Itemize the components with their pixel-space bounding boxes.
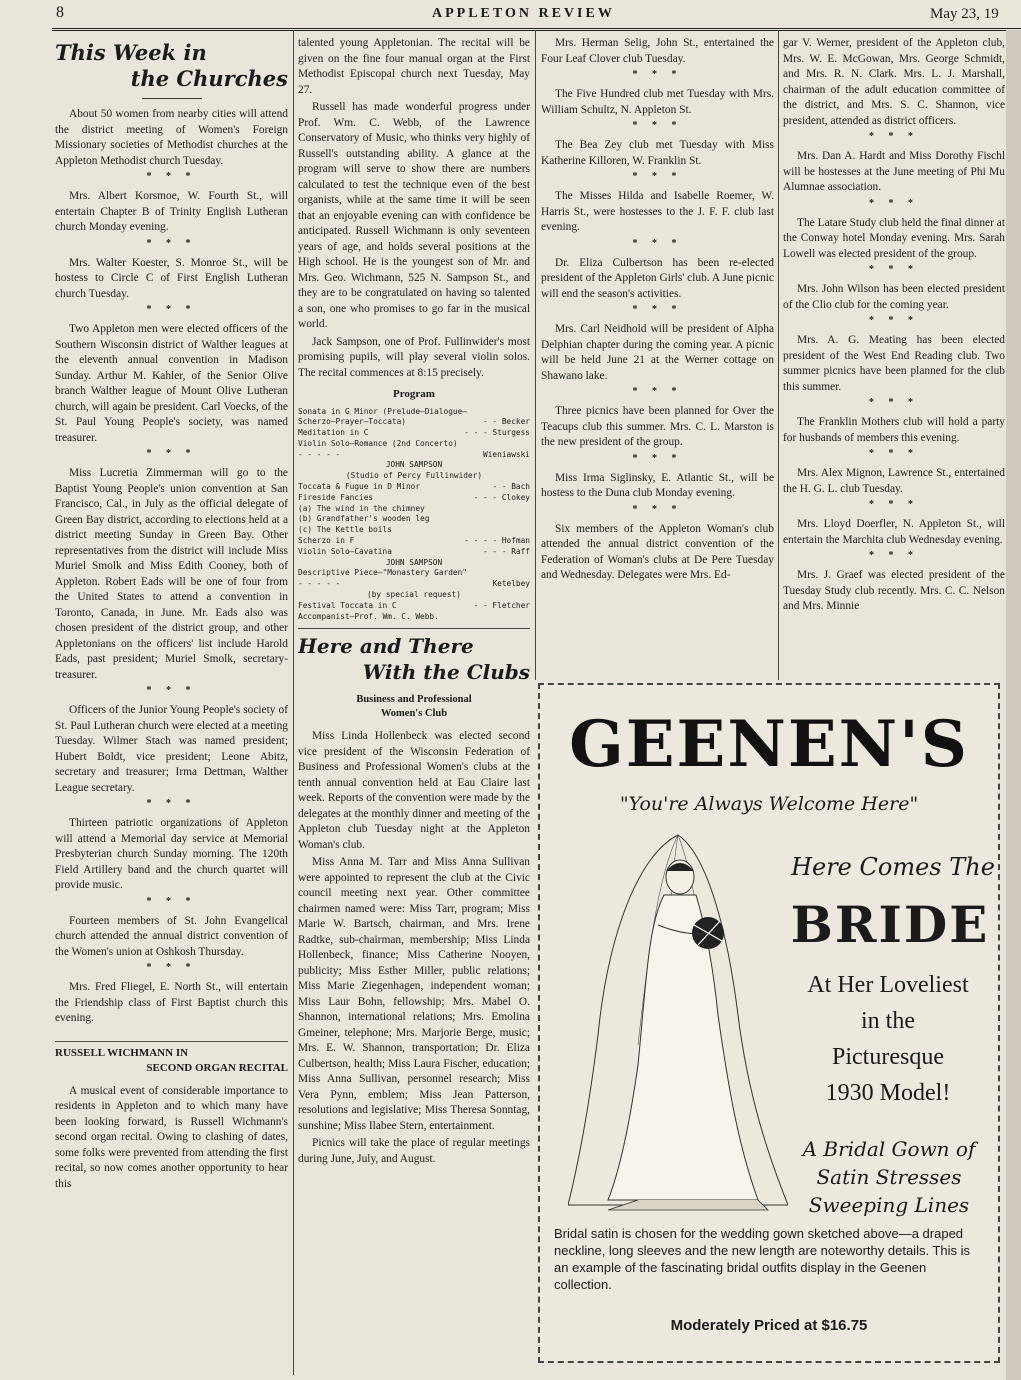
- separator-stars: * * *: [146, 962, 197, 973]
- heading-line: the Churches: [130, 66, 288, 91]
- headline-line: SECOND ORGAN RECITAL: [146, 1061, 288, 1074]
- separator-stars: * * *: [146, 448, 197, 459]
- separator-stars: * * *: [869, 197, 919, 209]
- program-item: [298, 428, 530, 439]
- program-piece: (by special request): [367, 590, 461, 600]
- article-paragraph: gar V. Werner, president of the Appleton club, Mrs. W. E. McGowan, Mrs. George Schmidt, and Mrs. R. N. Clark. Mrs. L. J. Marshall, chairman of the adult education committee of the district, and Mrs. S. C. Shannon, vice president, attended as district officers.: [783, 37, 1005, 127]
- ad-line: Picturesque: [832, 1044, 944, 1070]
- next-page-edge: [1006, 30, 1021, 1380]
- separator-stars: * * *: [632, 452, 683, 464]
- article-paragraph: talented young Appletonian. The recital will be given on the fine four manual organ at the First Methodist Episcopal church next Tuesday, May 27.: [298, 37, 530, 96]
- program-piece: Scherzo—Prayer—Toccata): [298, 417, 406, 427]
- program-piece: Descriptive Piece—"Monastery Garden": [298, 568, 467, 578]
- program-piece: (b) Grandfather's wooden leg: [298, 514, 430, 524]
- program-item: [298, 471, 530, 482]
- bride-illustration-icon: [568, 815, 788, 1215]
- ad-headline-here-comes: Here Comes The: [791, 853, 995, 881]
- program-piece: Scherzo in F: [298, 536, 355, 546]
- column-recital-clubs: [298, 36, 530, 1346]
- headline-recital: [55, 1041, 288, 1076]
- article-paragraph: Miss Anna M. Tarr and Miss Anna Sullivan were appointed to represent the club at the Civic council meeting next year. Other committee chairmen named were: Miss Tarr, program; Miss Marie W. Bartsch, chairman, and Mrs. Irene Radtke, sub-chairman, membership; Miss Linda Hollenbeck, finance; Miss Catherine Nooyen, publicity; Miss Esther Miller, public relations; Miss Marie Ziegenhagen, independent woman; Miss Laur Bohn, fellowship; Mrs. Mabel O. Shannon, international relations; Mrs. Emolina Gmeiner, telephone; Mrs. Marjorie Berge, music; Mrs. E. W. Shannon, transportation; Dr. Eliza Culbertson, health; Miss Laura Fischer, education; Miss Anna Sullivan, personnel research; Miss Vera Pynn, emblem; Miss Jean Patterson, resolutions and legislative; Miss Theresa Sonntag, sunshine; Miss Ilabee Stern, entertainment.: [298, 856, 530, 1132]
- separator-stars: * * *: [146, 304, 197, 315]
- article-paragraph: Jack Sampson, one of Prof. Fullinwider's most promising pupils, will play several violin solos. The recital commences at 8:15 precisely.: [298, 335, 530, 379]
- program-piece: (Studio of Percy Fullinwider): [345, 471, 483, 481]
- subheading-line: Women's Club: [380, 708, 448, 720]
- program-composer: - - Becker: [483, 417, 530, 427]
- ad-line: 1930 Model!: [825, 1080, 951, 1106]
- article-paragraph: Mrs. Lloyd Doerfler, N. Appleton St., will entertain the Marchita club Wednesday evening.: [783, 518, 1005, 546]
- program-composer: - - - Sturgess: [464, 428, 530, 438]
- program-item: [298, 417, 530, 428]
- heading-line: This Week in: [55, 40, 207, 65]
- separator-stars: * * *: [632, 120, 683, 131]
- program-item: [298, 601, 530, 612]
- column-rule: [293, 30, 294, 1375]
- program-item: [298, 504, 530, 515]
- article-paragraph: Mrs. John Wilson has been elected president of the Clio club for the coming year.: [783, 283, 1005, 311]
- publication-name: APPLETON REVIEW: [432, 6, 615, 21]
- ad-price: Moderately Priced at $16.75: [670, 1317, 868, 1334]
- separator-stars: * * *: [632, 171, 683, 182]
- program-composer: Ketelbey: [492, 579, 530, 589]
- program-item: [298, 439, 530, 450]
- article-paragraph: A musical event of considerable importance to residents in Appleton and to which many have been looking forward, is Russell Wichmann's second organ recital. Owing to clashing of dates, some folks were prevented from attending the first recital, so now comes another opportunity to hear this: [55, 1084, 288, 1190]
- article-paragraph: About 50 women from nearby cities will attend the district meeting of Women's Foreign Missionary societies of Methodist churches at the Appleton Methodist church Tuesday.: [55, 108, 288, 167]
- program-piece: (a) The wind in the chimney: [298, 503, 425, 513]
- ad-gown-text: [784, 1135, 994, 1219]
- separator-stars: * * *: [632, 386, 683, 397]
- separator-stars: * * *: [632, 237, 683, 249]
- article-paragraph: Two Appleton men were elected officers of the Southern Wisconsin district of Walther leagues at the eleventh annual convention in Madison Sunday. Arthur M. Kahler, of the Senior Olive branch Walther league of Mount Olive Lutheran church, will again be president. Carl Voecks, of the St. Paul Young People's society, was named treasurer.: [55, 323, 288, 444]
- column-churches: [55, 36, 288, 1346]
- program-item: [298, 547, 530, 558]
- program-item: [298, 590, 530, 601]
- column-clubs-3: [541, 36, 774, 676]
- article-paragraph: The Bea Zey club met Tuesday with Miss Katherine Killoren, W. Franklin St.: [541, 139, 774, 167]
- program-composer: - - - - Hofman: [464, 536, 530, 546]
- article-paragraph: Mrs. Walter Koester, S. Monroe St., will be hostess to Circle C of First English Lutheran church Tuesday.: [55, 256, 288, 300]
- page-header: [52, 4, 1021, 31]
- article-paragraph: Mrs. Fred Fliegel, E. North St., will entertain the Friendship class of First Baptist church this evening.: [55, 981, 288, 1024]
- separator-stars: * * *: [869, 448, 919, 459]
- ad-line: Satin Stresses: [816, 1165, 962, 1189]
- program-item: [298, 536, 530, 547]
- separator-stars: * * *: [869, 499, 919, 510]
- column-clubs-4: [783, 36, 1005, 676]
- program-item: [298, 482, 530, 493]
- separator-stars: * * *: [632, 69, 683, 80]
- section-heading-churches: [55, 40, 288, 92]
- article-paragraph: Miss Linda Hollenbeck was elected second vice president of the Wisconsin Federation of Business and Professional Women's clubs at the tenth annual convention held at Eau Claire last week. Reports of the convention were made by the delegates at the monthly dinner and meeting of the Appleton club Tuesday night at the Appleton Woman's club.: [298, 730, 530, 851]
- separator-stars: * * *: [869, 315, 919, 326]
- separator-stars: * * *: [146, 171, 197, 182]
- program-item: [298, 579, 530, 590]
- program-item: [298, 514, 530, 525]
- program-item: [298, 612, 530, 623]
- article-paragraph: Mrs. Herman Selig, John St., entertained the Four Leaf Clover club Tuesday.: [541, 37, 774, 65]
- program-piece: - - - - -: [298, 449, 341, 459]
- program-piece: Fireside Fancies: [298, 492, 374, 502]
- article-paragraph: Mrs. J. Graef was elected president of the Tuesday Study club recently. Mrs. C. C. Nelson and Mrs. Minnie: [783, 569, 1005, 612]
- ad-line: Sweeping Lines: [808, 1193, 970, 1217]
- ad-line: A Bridal Gown of: [802, 1137, 976, 1161]
- program-item: [298, 450, 530, 461]
- separator-stars: * * *: [146, 685, 197, 696]
- divider: [298, 628, 530, 629]
- article-paragraph: Picnics will take the place of regular meetings during June, July, and August.: [298, 1137, 530, 1165]
- program-item: [298, 558, 530, 569]
- headline-line: RUSSELL WICHMANN IN: [55, 1046, 189, 1059]
- separator-stars: * * *: [869, 131, 919, 142]
- ad-tagline: "You're Always Welcome Here": [619, 793, 919, 815]
- column-rule: [778, 30, 779, 680]
- article-paragraph: Six members of the Appleton Woman's club attended the annual district convention of the Federation of Woman's clubs at De Pere Tuesday and Wednesday. Delegates were Mrs. Ed-: [541, 522, 774, 581]
- article-paragraph: Mrs. Albert Korsmoe, W. Fourth St., will entertain Chapter B of Trinity English Lutheran church Monday evening.: [55, 190, 288, 233]
- article-paragraph: Officers of the Junior Young People's society of St. Paul Lutheran church were elected at a meeting Tuesday. Wilmer Stach was named president; Hubert Boldt, vice president; Leone Abitz, secretary and treasurer; Irma Dettman, Walther League secretary.: [55, 704, 288, 794]
- article-paragraph: The Misses Hilda and Isabelle Roemer, W. Harris St., were hostesses to the J. F. F. club last evening.: [541, 190, 774, 233]
- page-number: 8: [56, 4, 64, 21]
- program-item: [298, 493, 530, 504]
- program-item: [298, 407, 530, 418]
- subheading-bpw: [298, 693, 530, 721]
- ad-line: in the: [861, 1008, 915, 1034]
- column-rule: [535, 30, 536, 680]
- program-piece: JOHN SAMPSON: [385, 460, 443, 470]
- separator-stars: * * *: [869, 397, 919, 408]
- program-item: [298, 460, 530, 471]
- article-paragraph: The Latare Study club held the final dinner at the Conway hotel Monday evening. Mrs. Sarah Lowell was elected president of the group.: [783, 216, 1005, 260]
- article-paragraph: Mrs. A. G. Meating has been elected president of the West End Reading club. Two summer picnics have been planned for the club this summer.: [783, 334, 1005, 393]
- program-composer: - - - Raff: [483, 546, 530, 556]
- section-heading-clubs: [298, 633, 530, 685]
- article-paragraph: Three picnics have been planned for Over the Teacups club this summer. Mrs. C. L. Marston is the new president of the group.: [541, 405, 774, 448]
- program-composer: - - - Clokey: [473, 492, 530, 502]
- program-piece: Violin Solo—Romance (2nd Concerto): [298, 438, 458, 448]
- divider: [142, 98, 202, 99]
- program-piece: (c) The Kettle boils: [298, 525, 392, 535]
- ad-line: At Her Loveliest: [807, 972, 969, 998]
- program-piece: Accompanist—Prof. Wm. C. Webb.: [298, 611, 439, 621]
- article-paragraph: Mrs. Dan A. Hardt and Miss Dorothy Fischl will be hostesses at the June meeting of Phi Mu Alumnae association.: [783, 150, 1005, 193]
- article-paragraph: Miss Irma Siglinsky, E. Atlantic St., will be hostess to the Duna club Monday evening.: [541, 471, 774, 499]
- separator-stars: * * *: [146, 895, 197, 907]
- article-paragraph: Miss Lucretia Zimmerman will go to the Baptist Young People's union convention at San Francisco, Cal., in July as the official delegate of Green Bay district, according to elections held at a district meeting Sunday in Green Bay. Other representatives from the district will include Miss Muriel Smolk and Miss Edith Cooney, both of Appleton. Robert Eads will be one of four from the United States to attend a convention in Toronto, Canada, in June. Mr. Eads also was chosen president of the district group, and other Appletonians on the officers' list include Harold Eads, past president; Muriel Smolk, secretary-treasurer.: [55, 467, 288, 681]
- separator-stars: * * *: [632, 503, 683, 515]
- program-piece: Festival Toccata in C: [298, 600, 397, 610]
- separator-stars: * * *: [146, 237, 197, 249]
- geenens-advertisement: [538, 683, 1000, 1363]
- program-piece: JOHN SAMPSON: [385, 557, 443, 567]
- subheading-line: Business and Professional: [356, 694, 472, 706]
- article-paragraph: Fourteen members of St. John Evangelical church attended the annual district convention of the Women's union at Oshkosh Thursday.: [55, 914, 288, 958]
- program-item: [298, 568, 530, 579]
- article-paragraph: Russell has made wonderful progress under Prof. Wm. C. Webb, of the Lawrence Conservatory of Music, who thinks very highly of Russell's outstanding ability. A glance at the program will serve to show there are numbers calculated to test the technique even of the best organists, while at the same time it will be seen that an enjoyable evening can with confidence be anticipated. Russell Wichmann is only seventeen years of age, and holds several positions at the High school. He is the youngest son of Mr. and Mrs. Geo. Wichmann, 525 N. Sampson St., and they are to be congratulated on having so talented a son, one who promises to go far in the musical world.: [298, 101, 530, 330]
- article-paragraph: Dr. Eliza Culbertson has been re-elected president of the Appleton Girls' club. A June picnic will end the season's activities.: [541, 256, 774, 300]
- program-piece: Violin Solo—Cavatina: [298, 546, 392, 556]
- article-paragraph: Thirteen patriotic organizations of Appleton will attend a Memorial day service at Memorial Presbyterian church Sunday morning. The 120th Field Artillery band and the church quartet will provide music.: [55, 817, 288, 891]
- program-piece: Meditation in C: [298, 428, 369, 438]
- program-piece: - - - - -: [298, 579, 341, 589]
- article-paragraph: The Five Hundred club met Tuesday with Mrs. William Schultz, N. Appleton St.: [541, 88, 774, 116]
- program-composer: - - Bach: [492, 482, 530, 492]
- program-item: [298, 525, 530, 536]
- separator-stars: * * *: [632, 304, 683, 315]
- separator-stars: * * *: [869, 550, 919, 561]
- ad-headline-bride: BRIDE: [790, 895, 990, 954]
- article-paragraph: Mrs. Carl Neidhold will be president of Alpha Delphian chapter during the coming year. A picnic will be held June 21 at the Werner cottage on Shawano lake.: [541, 323, 774, 382]
- ad-description: Bridal satin is chosen for the wedding gown sketched above—a draped neckline, long sleeves and the new length are noteworthy details. This is an example of the fascinating bridal outfits display in the Geenen collection.: [554, 1226, 971, 1292]
- recital-program: [298, 407, 530, 623]
- ad-subheadline: [778, 967, 998, 1111]
- issue-date: May 23, 19: [930, 6, 999, 22]
- heading-line: With the Clubs: [362, 660, 530, 685]
- heading-line: Here and There: [298, 634, 474, 659]
- program-piece: Toccata & Fugue in D Minor: [298, 482, 421, 492]
- ad-brand: GEENEN'S: [569, 707, 969, 782]
- program-title: Program: [393, 388, 435, 400]
- article-paragraph: Mrs. Alex Mignon, Lawrence St., entertained the H. G. L. club Tuesday.: [783, 467, 1005, 495]
- program-composer: Wieniawski: [483, 449, 530, 459]
- program-composer: - - Fletcher: [473, 600, 530, 610]
- separator-stars: * * *: [146, 798, 197, 809]
- program-piece: Sonata in G Minor (Prelude—Dialogue—: [298, 406, 467, 416]
- article-paragraph: The Franklin Mothers club will hold a party for husbands of members this evening.: [783, 416, 1005, 444]
- separator-stars: * * *: [869, 264, 919, 275]
